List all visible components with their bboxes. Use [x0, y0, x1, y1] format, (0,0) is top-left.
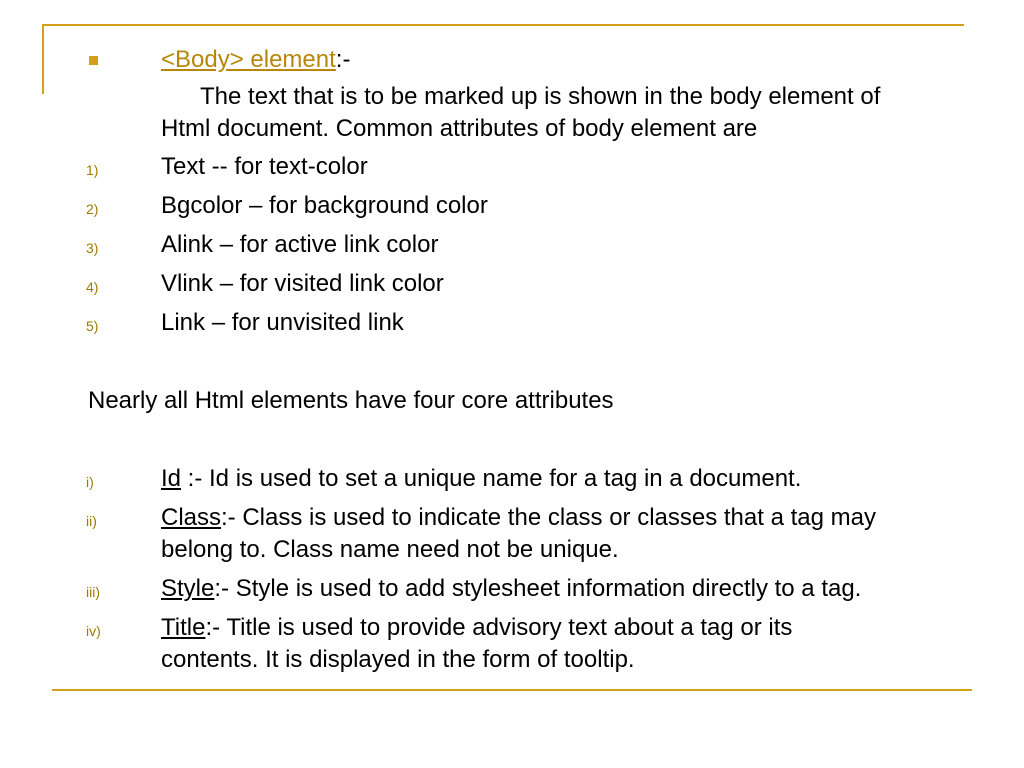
list-item: Alink – for active link color	[161, 231, 439, 258]
list-marker: iii)	[86, 584, 100, 600]
list-item: Link – for unvisited link	[161, 309, 404, 336]
list-item	[161, 573, 861, 605]
list-marker: 5)	[86, 318, 99, 334]
list-item: Bgcolor – for background color	[161, 192, 488, 219]
attr-desc: :- Title is used to provide advisory text about a tag or its	[205, 614, 793, 641]
top-rule	[42, 24, 964, 26]
body-element-link[interactable]: <Body> element	[161, 46, 336, 73]
attr-desc-continued: contents. It is displayed in the form of tooltip.	[161, 646, 635, 673]
list-marker: 4)	[86, 279, 99, 295]
left-rule	[42, 24, 44, 94]
list-item: Text -- for text-color	[161, 153, 368, 180]
list-marker: 1)	[86, 162, 99, 178]
list-marker: ii)	[86, 513, 97, 529]
attr-desc: :- Class is used to indicate the class or classes that a tag may	[221, 504, 876, 531]
list-marker: 3)	[86, 240, 99, 256]
attr-desc: :- Style is used to add stylesheet information directly to a tag.	[214, 575, 862, 602]
core-attributes-heading: Nearly all Html elements have four core attributes	[88, 387, 614, 414]
square-bullet-icon	[89, 56, 98, 65]
list-item	[161, 502, 876, 534]
attr-desc-continued: belong to. Class name need not be unique.	[161, 536, 619, 563]
list-marker: i)	[86, 474, 94, 490]
attr-name-class: Class	[161, 504, 222, 531]
list-item	[161, 463, 801, 495]
heading-suffix: :-	[335, 46, 351, 73]
list-marker: iv)	[86, 623, 101, 639]
list-item: Vlink – for visited link color	[161, 270, 444, 297]
attr-name-title: Title	[161, 614, 206, 641]
list-marker: 2)	[86, 201, 99, 217]
attr-name-style: Style	[161, 575, 215, 602]
section-heading	[161, 44, 350, 76]
list-item	[161, 612, 792, 644]
attr-name-id: Id	[161, 465, 182, 492]
bottom-rule	[52, 689, 972, 691]
intro-line-2: Html document. Common attributes of body element are	[161, 115, 758, 142]
intro-line-1: The text that is to be marked up is shown in the body element of	[200, 83, 881, 110]
attr-desc: :- Id is used to set a unique name for a tag in a document.	[181, 465, 802, 492]
